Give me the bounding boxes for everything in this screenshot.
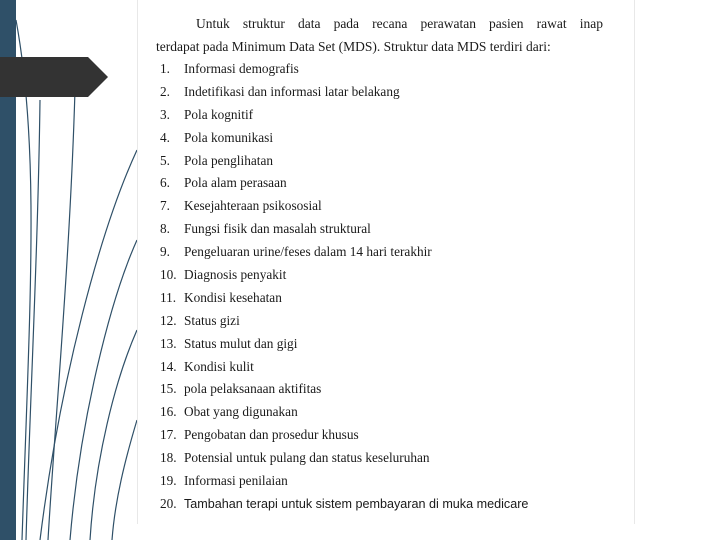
item-number: 20.	[160, 495, 177, 511]
list-item	[160, 493, 528, 516]
item-text: pola pelaksanaan aktifitas	[184, 381, 322, 397]
list-item	[160, 150, 528, 173]
item-text: Potensial untuk pulang dan status keseluruhan	[184, 450, 430, 466]
item-number: 16.	[160, 404, 177, 420]
item-text: Pola penglihatan	[184, 152, 273, 168]
item-number: 11.	[160, 289, 177, 305]
list-item	[160, 447, 528, 470]
list-item	[160, 172, 528, 195]
item-text: Tambahan terapi untuk sistem pembayaran di muka medicare	[184, 496, 529, 511]
intro-line-2: terdapat pada Minimum Data Set (MDS). Struktur data MDS terdiri dari:	[156, 39, 551, 54]
item-number: 4.	[160, 129, 170, 145]
item-number: 14.	[160, 358, 177, 374]
item-number: 5.	[160, 152, 170, 168]
item-number: 10.	[160, 267, 177, 283]
list-item	[160, 58, 528, 81]
list-item	[160, 104, 528, 127]
item-text: Status mulut dan gigi	[184, 335, 298, 351]
arrow-tab	[0, 57, 108, 97]
list-item	[160, 264, 528, 287]
item-text: Pola kognitif	[184, 106, 254, 122]
item-text: Status gizi	[184, 312, 240, 328]
item-text: Informasi demografis	[184, 61, 299, 76]
item-number: 8.	[160, 221, 170, 237]
item-number: 12.	[160, 312, 177, 328]
list-item	[160, 310, 528, 333]
item-text: Kondisi kulit	[184, 358, 254, 374]
list-item	[160, 127, 528, 150]
list-item	[160, 424, 528, 447]
item-number: 19.	[160, 473, 177, 489]
document-page	[137, 0, 635, 524]
list-item	[160, 195, 528, 218]
item-number: 7.	[160, 198, 170, 214]
item-number: 17.	[160, 427, 177, 443]
item-number: 2.	[160, 83, 170, 99]
item-text: Diagnosis penyakit	[184, 267, 287, 283]
item-text: Fungsi fisik dan masalah struktural	[184, 221, 371, 237]
item-number: 1.	[160, 61, 170, 76]
intro-line-1: Untuk struktur data pada recana perawatan pasien rawat inap	[196, 16, 603, 31]
intro-paragraph	[158, 12, 603, 58]
mds-item-list	[160, 58, 528, 516]
list-item	[160, 470, 528, 493]
item-text: Pola komunikasi	[184, 129, 274, 145]
item-number: 15.	[160, 381, 177, 397]
item-text: Indetifikasi dan informasi latar belakang	[184, 83, 400, 99]
item-number: 18.	[160, 450, 177, 466]
item-text: Pengobatan dan prosedur khusus	[184, 427, 359, 443]
item-number: 6.	[160, 175, 170, 191]
list-item	[160, 356, 528, 379]
item-text: Pengeluaran urine/feses dalam 14 hari terakhir	[184, 244, 432, 260]
item-number: 13.	[160, 335, 177, 351]
list-item	[160, 287, 528, 310]
list-item	[160, 241, 528, 264]
list-item	[160, 401, 528, 424]
list-item	[160, 333, 528, 356]
item-number: 3.	[160, 106, 170, 122]
item-text: Informasi penilaian	[184, 473, 288, 489]
list-item	[160, 81, 528, 104]
item-text: Obat yang digunakan	[184, 404, 298, 420]
item-text: Pola alam perasaan	[184, 175, 287, 191]
item-text: Kondisi kesehatan	[184, 289, 282, 305]
item-number: 9.	[160, 244, 170, 260]
list-item	[160, 378, 528, 401]
item-text: Kesejahteraan psikososial	[184, 198, 322, 214]
list-item	[160, 218, 528, 241]
